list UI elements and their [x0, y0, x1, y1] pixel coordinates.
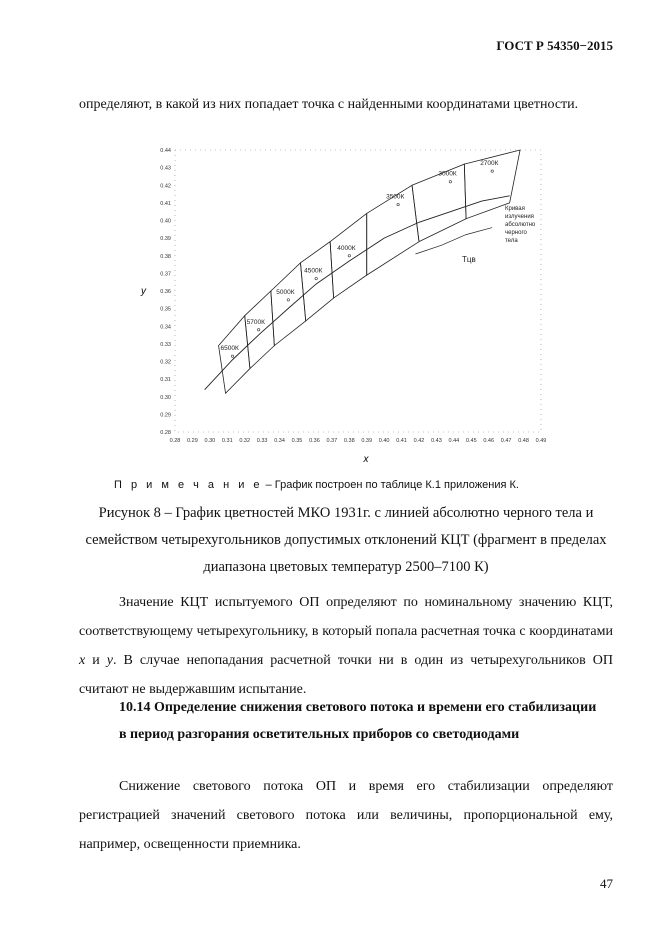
x-tick-label: 0.44 [448, 438, 460, 444]
x-tick-label: 0.40 [378, 438, 390, 444]
figure-note [114, 479, 519, 491]
paragraph-cct-and: и [85, 653, 107, 668]
cct-center-point [257, 329, 259, 331]
tcv-line [416, 228, 493, 254]
x-tick-label: 0.30 [204, 438, 216, 444]
cct-center-point [397, 203, 399, 205]
standard-header: ГОСТ Р 54350−2015 [496, 38, 613, 53]
x-tick-label: 0.38 [343, 438, 355, 444]
paragraph-cct-part2: . В случае непопадания расчетной точки ни в один из четырехугольников ОП считают не выдержавшим испытание. [79, 653, 613, 697]
y-tick-label: 0.31 [160, 377, 171, 384]
note-prefix: П р и м е ч а н и е [114, 479, 263, 491]
curve-annotation-line: тела [505, 238, 518, 244]
y-tick-label: 0.42 [160, 183, 171, 190]
y-tick-label: 0.32 [160, 359, 171, 366]
y-tick-label: 0.39 [160, 236, 171, 243]
page-number: 47 [600, 876, 613, 891]
x-tick-label: 0.42 [413, 438, 425, 444]
cct-center-point [449, 181, 451, 183]
x-tick-label: 0.45 [465, 438, 477, 444]
y-tick-label: 0.35 [160, 306, 171, 313]
plot-frame [175, 150, 541, 432]
x-tick-label: 0.31 [221, 438, 233, 444]
y-tick-label: 0.34 [160, 324, 171, 331]
y-tick-label: 0.30 [160, 394, 171, 401]
paragraph-flux: Снижение светового потока ОП и время его стабилизации определяют регистрацией значений светового потока или величины, пропорциональной ему, например, освещенности приемника. [79, 779, 613, 852]
blackbody-curve [205, 193, 510, 390]
intro-paragraph: определяют, в какой из них попадает точка с найденными координатами цветности. [79, 97, 579, 112]
cct-quadrangle [219, 316, 250, 394]
cct-quadrangle [300, 242, 333, 321]
section-heading: 10.14 Определение снижения светового потока и времени его стабилизации в период разгорания осветительных приборов со светодиодами [119, 700, 597, 742]
cct-label: 4000К [337, 244, 356, 252]
curve-annotation-line: абсолютно [505, 222, 536, 228]
cct-center-point [231, 355, 233, 357]
note-text: – График построен по таблице К.1 приложения К. [262, 479, 519, 491]
x-tick-label: 0.33 [256, 438, 268, 444]
chart-labels [221, 160, 536, 352]
y-tick-label: 0.41 [160, 200, 171, 207]
cct-label: 2700К [480, 160, 499, 168]
x-tick-label: 0.28 [169, 438, 181, 444]
cct-label: 4500К [304, 267, 323, 275]
cct-quadrangle [245, 291, 275, 369]
y-tick-label: 0.40 [160, 218, 171, 225]
x-tick-label: 0.41 [396, 438, 407, 444]
y-tick-label: 0.37 [160, 271, 171, 278]
x-tick-label: 0.48 [518, 438, 529, 444]
cct-center-point [348, 255, 350, 257]
x-tick-label: 0.37 [326, 438, 338, 444]
y-tick-label: 0.44 [160, 148, 171, 154]
y-tick-label: 0.29 [160, 412, 171, 419]
x-tick-label: 0.32 [239, 438, 251, 444]
cct-label: 6500К [220, 345, 239, 353]
y-tick-label: 0.33 [160, 341, 171, 348]
x-tick-label: 0.46 [483, 438, 495, 444]
var-y: y [106, 653, 113, 668]
chart-axes [140, 148, 546, 465]
curve-annotation-line: черного [505, 230, 527, 236]
cct-center-point [287, 299, 289, 301]
y-tick-label: 0.43 [160, 165, 171, 172]
x-tick-label: 0.43 [431, 438, 442, 444]
chromaticity-chart [140, 140, 550, 470]
paragraph-cct [79, 588, 613, 704]
y-tick-label: 0.38 [160, 253, 171, 260]
x-axis-label: x [363, 454, 369, 465]
var-x: x [79, 653, 86, 668]
x-tick-label: 0.34 [274, 438, 285, 444]
x-tick-label: 0.36 [309, 438, 320, 444]
cct-label: 3500К [386, 193, 405, 201]
cct-label: 5700К [246, 318, 265, 326]
cct-center-point [491, 170, 493, 172]
y-tick-label: 0.36 [160, 289, 171, 295]
figure-caption: Рисунок 8 – График цветностей МКО 1931г. с линией абсолютно черного тела и семейством четырехугольников допустимых отклонений КЦТ (фрагмент в пределах диапазона цветовых температур 2500–7100 К) [85, 505, 607, 575]
x-tick-label: 0.35 [291, 438, 303, 444]
cct-quadrangle [271, 263, 306, 346]
cct-label: 5000К [276, 288, 295, 296]
x-tick-label: 0.39 [361, 438, 373, 444]
y-axis-label: y [141, 286, 146, 297]
curve-annotation-line: Кривая [505, 206, 525, 212]
x-tick-label: 0.49 [535, 438, 547, 444]
chart-quadrangles [219, 150, 521, 393]
curve-annotation-line: излучения [505, 214, 534, 220]
cct-label: 3000К [438, 170, 457, 178]
tcv-label: Tцв [462, 255, 476, 264]
x-tick-label: 0.29 [187, 438, 198, 444]
paragraph-cct-part1: Значение КЦТ испытуемого ОП определяют по номинальному значению КЦТ, соответствующему четырехугольнику, в который попала расчетная точка с координатами [79, 595, 613, 639]
cct-center-point [315, 277, 317, 279]
x-tick-label: 0.47 [500, 438, 512, 444]
y-tick-label: 0.28 [160, 430, 171, 436]
cct-quadrangle [330, 213, 367, 298]
chart-curves [205, 193, 510, 390]
